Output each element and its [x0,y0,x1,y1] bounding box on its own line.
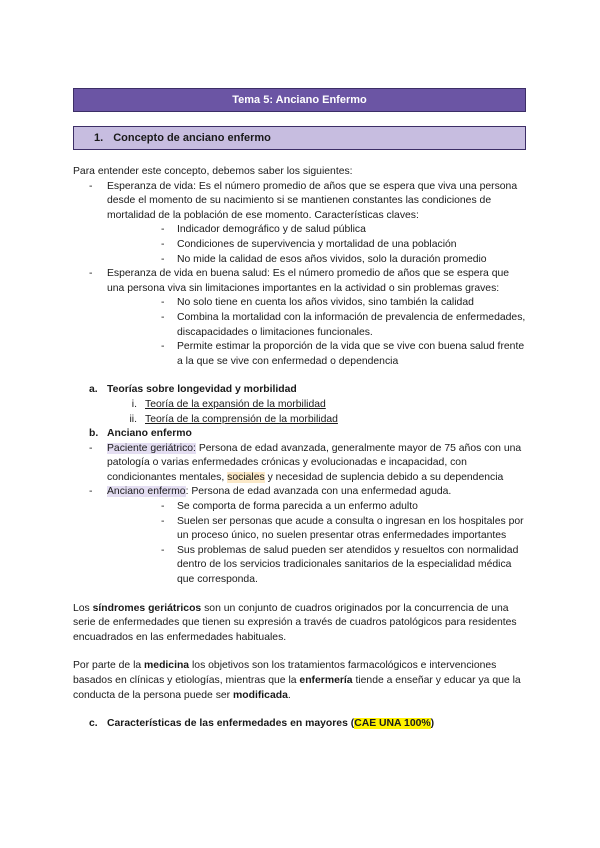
text-run: tiende a enseñar y educar ya que la conducta de la persona puede ser [73,675,521,701]
bold-term: medicina [144,660,190,672]
teoria-expansion-link: Teoría de la expansión de la morbilidad [145,398,326,410]
heading-text: Teorías sobre longevidad y morbilidad [107,384,297,396]
teoria-comprension-link: Teoría de la comprensión de la morbilidad [145,413,338,425]
roman-marker: ii. [129,413,137,425]
document-body [73,165,526,732]
anciano-text: : Persona de edad avanzada con una enfermedad aguda. [185,486,452,498]
teoria-item [73,413,526,428]
esperanza-salud-text: Esperanza de vida en buena salud: Es el número promedio de años que se espera que una persona viva sin limitaciones importantes en la actividad o sin problemas graves: [107,268,510,294]
heading-marker: c. [89,718,98,730]
heading-close: ) [430,718,435,730]
teoria-item [73,398,526,413]
esperanza-vida-sublist [107,223,526,267]
paciente-label: Paciente geriátrico: [107,442,196,454]
list-item: - No mide la calidad de esos años vividos, solo la duración promedio [107,253,526,268]
esperanza-vida-text: Esperanza de vida: Es el número promedio de años que se espera que viva una persona desde el momento de su nacimiento si se mantienen constantes las condiciones de mortalidad de la población de ese momento. Características claves: [107,180,518,221]
anciano-list [73,442,526,588]
heading-marker: a. [89,384,98,396]
bold-term: modificada [233,689,288,701]
roman-marker: i. [131,398,137,410]
anciano-heading [73,427,526,442]
list-item [73,180,526,268]
esperanza-salud-sublist [107,296,526,369]
intro-paragraph: Para entender este concepto, debemos saber los siguientes: [73,166,353,177]
list-item [73,267,526,369]
cae-highlight: CAE UNA 100% [354,718,431,730]
anciano-label: Anciano enfermo [107,486,186,498]
text-run: los objetivos son los tratamientos farmacológicos e intervenciones basados en clínicas y etiologías, mientras que la [73,660,497,686]
list-item: - No solo tiene en cuenta los años vividos, sino también la calidad [107,296,526,311]
page-title: Tema 5: Anciano Enfermo [73,88,526,112]
list-item: - Se comporta de forma parecida a un enfermo adulto [107,500,526,515]
text-run: Los [73,602,93,614]
medicina-paragraph [73,659,526,703]
caracteristicas-heading [73,717,526,732]
list-item [73,485,526,587]
paciente-text: Persona de edad avanzada, generalmente mayor de 75 años con una patología o varias enfermedades crónicas y evolucionadas e incapacidad, con condicionantes mentales, [107,442,522,483]
list-item: - Permite estimar la proporción de la vida que se vive con buena salud frente a la que se vive con enfermedad o dependencia [107,340,526,369]
heading-marker: b. [89,428,99,440]
list-item: - Combina la mortalidad con la información de prevalencia de enfermedades, discapacidades o limitaciones funcionales. [107,311,526,340]
paciente-text-end: y necesidad de suplencia debido a su dependencia [264,471,504,483]
concept-list [73,180,526,370]
heading-text: Anciano enfermo [107,428,192,440]
text-run: son un conjunto de cuadros originados por la concurrencia de una serie de enfermedades que tienen su expresión a través de cuadros patológicos para residentes encuadrados en las enfermedades habituales. [73,602,517,643]
bold-term: enfermería [299,675,353,686]
section-label: Concepto de anciano enfermo [113,132,271,144]
sociales-highlight: sociales [227,471,265,483]
list-item: - Suelen ser personas que acude a consulta o ingresan en los hospitales por un proceso único, no suelen presentar otras enfermedades importantes [107,515,526,544]
text-run: Por parte de la [73,660,145,672]
list-item [73,442,526,486]
anciano-sublist [107,500,526,588]
section-number: 1. [94,132,104,144]
list-item: - Sus problemas de salud pueden ser atendidos y resueltos con normalidad dentro de los servicios tradicionales sanitarios de la especialidad médica que corresponda. [107,544,526,588]
text-run: . [287,689,291,701]
list-item: - Condiciones de supervivencia y mortalidad de una población [107,238,526,253]
bold-term: síndromes geriátricos [92,602,202,614]
section-heading [73,126,526,150]
heading-text: Características de las enfermedades en mayores ( [107,718,355,730]
sindromes-paragraph [73,602,526,646]
list-item: - Indicador demográfico y de salud pública [107,223,526,238]
teorias-heading [73,383,526,398]
